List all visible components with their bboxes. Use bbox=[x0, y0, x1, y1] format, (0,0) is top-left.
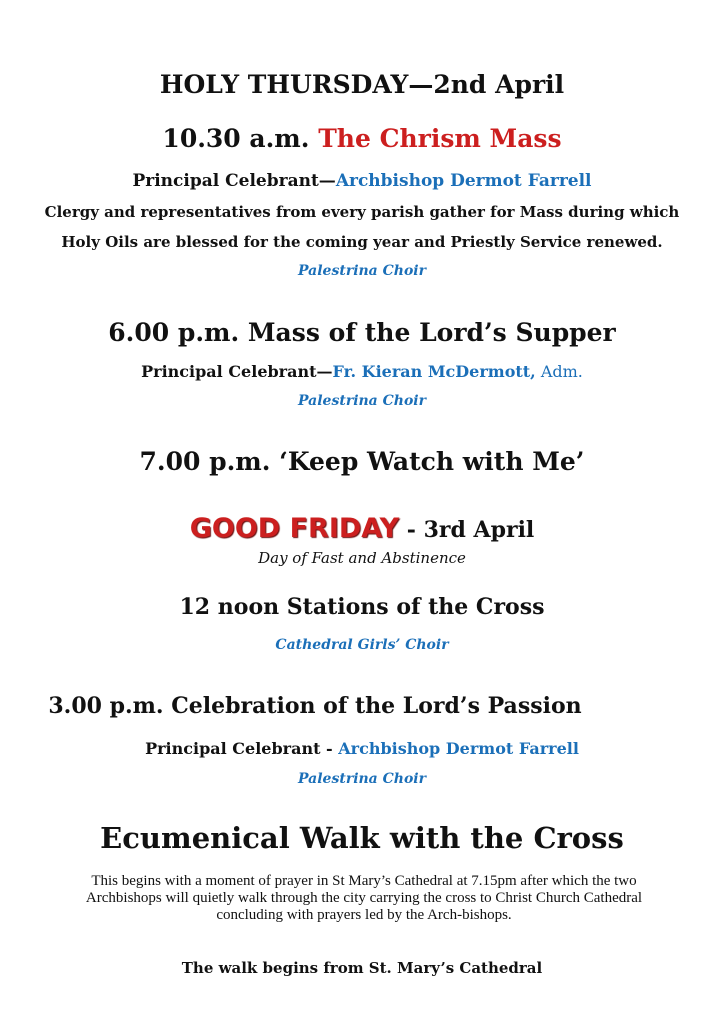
celebrant-name: Fr. Kieran McDermott, bbox=[332, 362, 536, 381]
celebrant-suffix: Adm. bbox=[535, 362, 583, 381]
good-friday-title: GOOD FRIDAY bbox=[189, 513, 400, 544]
stations-title: Stations of the Cross bbox=[279, 594, 545, 620]
good-friday-subtitle: Day of Fast and Abstinence bbox=[258, 549, 466, 567]
chrism-mass-celebrant bbox=[0, 171, 724, 191]
celebrant-name: Archbishop Dermot Farrell bbox=[338, 739, 579, 758]
lords-supper-choir: Palestrina Choir bbox=[298, 393, 426, 409]
stations-time: 12 noon bbox=[179, 594, 280, 620]
passion-choir: Palestrina Choir bbox=[298, 771, 426, 787]
celebrant-label: Principal Celebrant— bbox=[132, 171, 336, 191]
passion-heading: 3.00 p.m. Celebration of the Lord’s Passion bbox=[48, 693, 582, 719]
chrism-mass-heading bbox=[0, 124, 724, 153]
chrism-mass-time: 10.30 a.m. bbox=[162, 124, 310, 153]
holy-thursday-heading: HOLY THURSDAY—2nd April bbox=[159, 70, 565, 99]
stations-heading bbox=[0, 594, 724, 620]
passion-celebrant bbox=[0, 739, 724, 758]
celebrant-label: Principal Celebrant - bbox=[145, 739, 339, 758]
good-friday-heading bbox=[0, 513, 724, 544]
chrism-mass-choir: Palestrina Choir bbox=[298, 263, 426, 279]
ecumenical-walk-title: Ecumenical Walk with the Cross bbox=[100, 821, 624, 855]
celebrant-label: Principal Celebrant— bbox=[141, 362, 333, 381]
lords-supper-celebrant bbox=[0, 362, 724, 381]
lords-supper-heading: 6.00 p.m. Mass of the Lord’s Supper bbox=[108, 318, 616, 347]
ecumenical-walk-start-note: The walk begins from St. Mary’s Cathedral bbox=[181, 959, 543, 977]
chrism-mass-description-line2: Holy Oils are blessed for the coming year and Priestly Service renewed. bbox=[61, 233, 663, 251]
keep-watch-heading: 7.00 p.m. ‘Keep Watch with Me’ bbox=[139, 447, 585, 476]
good-friday-date: - 3rd April bbox=[399, 517, 535, 543]
stations-choir: Cathedral Girls’ Choir bbox=[275, 637, 449, 653]
chrism-mass-title: The Chrism Mass bbox=[318, 124, 562, 153]
chrism-mass-description-line1: Clergy and representatives from every parish gather for Mass during which bbox=[44, 203, 680, 221]
celebrant-name: Archbishop Dermot Farrell bbox=[335, 171, 592, 191]
ecumenical-walk-description: This begins with a moment of prayer in St Mary’s Cathedral at 7.15pm after which the two Archbishops will quietly walk through the city carrying the cross to Christ Church Cathedral concluding with prayers led by the Arch-bishops. bbox=[85, 873, 643, 923]
